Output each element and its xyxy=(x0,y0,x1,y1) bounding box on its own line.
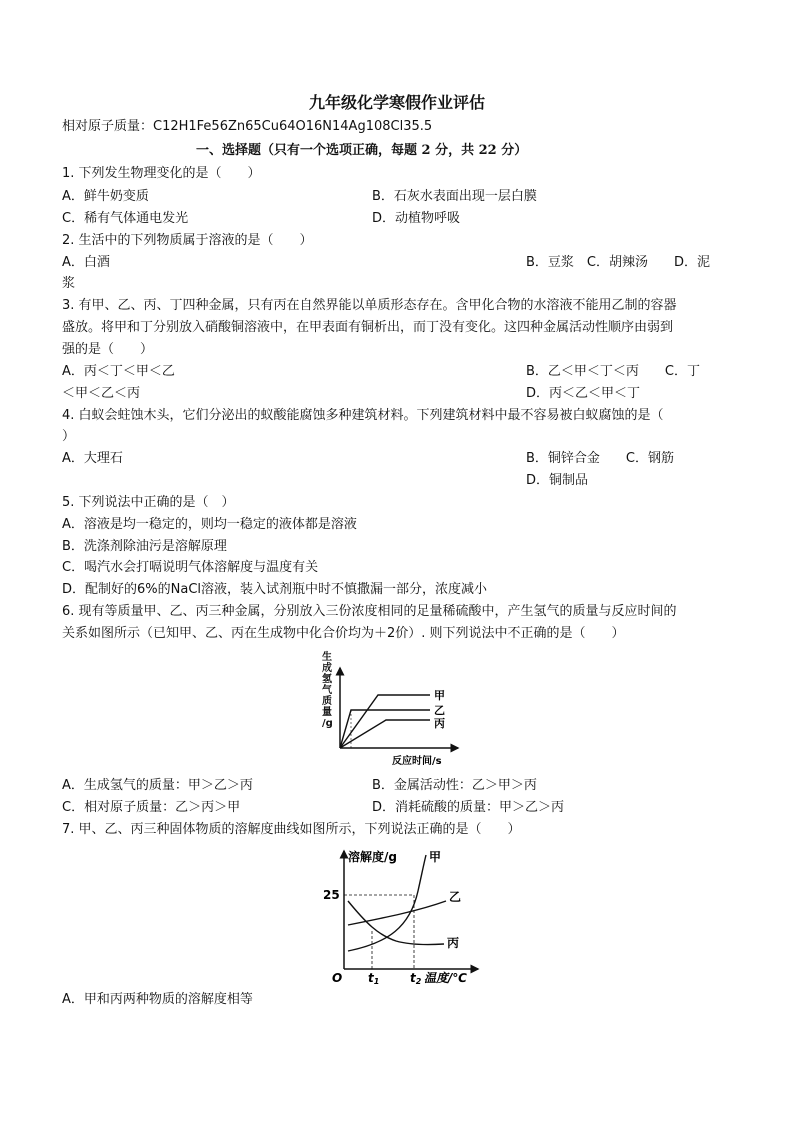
graph7-tick-t2: t2 xyxy=(410,971,422,986)
q3-options-bc: B．乙＜甲＜丁＜丙 C．丁 xyxy=(526,364,700,379)
graph7-origin: O xyxy=(332,971,343,985)
q7-option-a: A．甲和丙两种物质的溶解度相等 xyxy=(62,992,253,1007)
graph7-tick-t1: t1 xyxy=(368,971,380,986)
graph6-ylabel xyxy=(322,650,333,729)
q1-option-a: A．鲜牛奶变质 xyxy=(62,189,149,204)
q4-stem-line1: 4. 白蚁会蛀蚀木头，它们分泌出的蚁酸能腐蚀多种建筑材料。下列建筑材料中最不容易被白蚁腐蚀的是（ xyxy=(62,408,664,423)
q3-stem-line2: 盛放。将甲和丁分别放入硝酸铜溶液中，在甲表面有铜析出，而丁没有变化。这四种金属活动性顺序由弱到 xyxy=(62,320,674,335)
graph6-curve-bing xyxy=(340,720,430,748)
q5-option-b: B．洗涤剂除油污是溶解原理 xyxy=(62,539,227,554)
section-heading: 一、选择题（只有一个选项正确，每题 2 分，共 22 分） xyxy=(196,143,528,158)
q5-option-c: C．喝汽水会打嗝说明气体溶解度与温度有关 xyxy=(62,560,319,575)
q6-option-d: D．消耗硫酸的质量：甲＞乙＞丙 xyxy=(372,800,565,815)
q6-stem-line2: 关系如图所示（已知甲、乙、丙在生成物中化合价均为＋2价）. 则下列说法中不正确的是（ ） xyxy=(62,626,625,641)
q1-option-d: D．动植物呼吸 xyxy=(372,211,461,226)
svg-text:成: 成 xyxy=(322,663,332,674)
q6-stem-line1: 6. 现有等质量甲、乙、丙三种金属，分别放入三份浓度相同的足量稀硫酸中，产生氢气的质量与反应时间的 xyxy=(62,604,677,619)
graph7-label-bing: 丙 xyxy=(447,936,460,950)
q6-option-b: B．金属活动性：乙＞甲＞丙 xyxy=(372,778,537,793)
q4-option-d: D．铜制品 xyxy=(526,473,589,488)
graph7-label-yi: 乙 xyxy=(449,890,462,904)
svg-text:气: 气 xyxy=(322,685,332,696)
graph6-label-yi: 乙 xyxy=(434,704,445,717)
solubility-graph xyxy=(318,843,483,988)
graph7-tick-25: 25 xyxy=(323,888,340,902)
graph6-label-jia: 甲 xyxy=(434,689,445,702)
q4-option-a: A．大理石 xyxy=(62,451,123,466)
q4-stem-line2: ） xyxy=(62,429,76,444)
page-title: 九年级化学寒假作业评估 xyxy=(308,93,485,112)
q5-option-a: A．溶液是均一稳定的，则均一稳定的液体都是溶液 xyxy=(62,517,357,532)
hydrogen-time-graph xyxy=(318,648,468,773)
q4-options-bc: B．铜锌合金 C．钢筋 xyxy=(526,451,674,466)
q5-stem: 5. 下列说法中正确的是（ ） xyxy=(62,495,235,510)
q5-option-d: D．配制好的6%的NaCl溶液，装入试剂瓶中时不慎撒漏一部分，浓度减小 xyxy=(62,582,488,597)
svg-text:量: 量 xyxy=(322,707,332,718)
graph6-xlabel: 反应时间/s xyxy=(392,756,442,767)
q6-option-a: A．生成氢气的质量：甲＞乙＞丙 xyxy=(62,778,253,793)
svg-text:氢: 氢 xyxy=(322,674,332,685)
graph7-label-jia: 甲 xyxy=(429,850,442,864)
q6-option-c: C．相对原子质量：乙＞丙＞甲 xyxy=(62,800,241,815)
q3-stem-line1: 3. 有甲、乙、丙、丁四种金属，只有丙在自然界能以单质形态存在。含甲化合物的水溶液不能用乙制的容器 xyxy=(62,298,677,313)
q1-stem: 1. 下列发生物理变化的是（ ） xyxy=(62,166,261,181)
graph6-label-bing: 丙 xyxy=(434,717,445,730)
q2-options-bcd: B．豆浆 C．胡辣汤 D．泥 xyxy=(526,255,711,270)
svg-text:生: 生 xyxy=(322,652,332,663)
atomic-mass-line: 相对原子质量：C12H1Fe56Zn65Cu64O16N14Ag108Cl35.5 xyxy=(62,119,433,134)
q7-stem: 7. 甲、乙、丙三种固体物质的溶解度曲线如图所示，下列说法正确的是（ ） xyxy=(62,822,521,837)
q1-option-b: B．石灰水表面出现一层白膜 xyxy=(372,189,537,204)
q2-option-d-cont: 浆 xyxy=(62,276,76,291)
q1-option-c: C．稀有气体通电发光 xyxy=(62,211,189,226)
q2-option-a: A．白酒 xyxy=(62,255,110,270)
q3-option-a: A．丙＜丁＜甲＜乙 xyxy=(62,364,175,379)
q3-option-c-cont: ＜甲＜乙＜丙 xyxy=(62,386,141,401)
q3-option-d: D．丙＜乙＜甲＜丁 xyxy=(526,386,641,401)
svg-text:/g: /g xyxy=(322,718,333,729)
graph7-xlabel: 温度/℃ xyxy=(424,971,467,985)
graph7-ylabel: 溶解度/g xyxy=(348,850,397,864)
q3-stem-line3: 强的是（ ） xyxy=(62,342,154,357)
graph7-curve-yi xyxy=(348,901,446,925)
q2-stem: 2. 生活中的下列物质属于溶液的是（ ） xyxy=(62,233,313,248)
svg-text:质: 质 xyxy=(322,696,332,707)
